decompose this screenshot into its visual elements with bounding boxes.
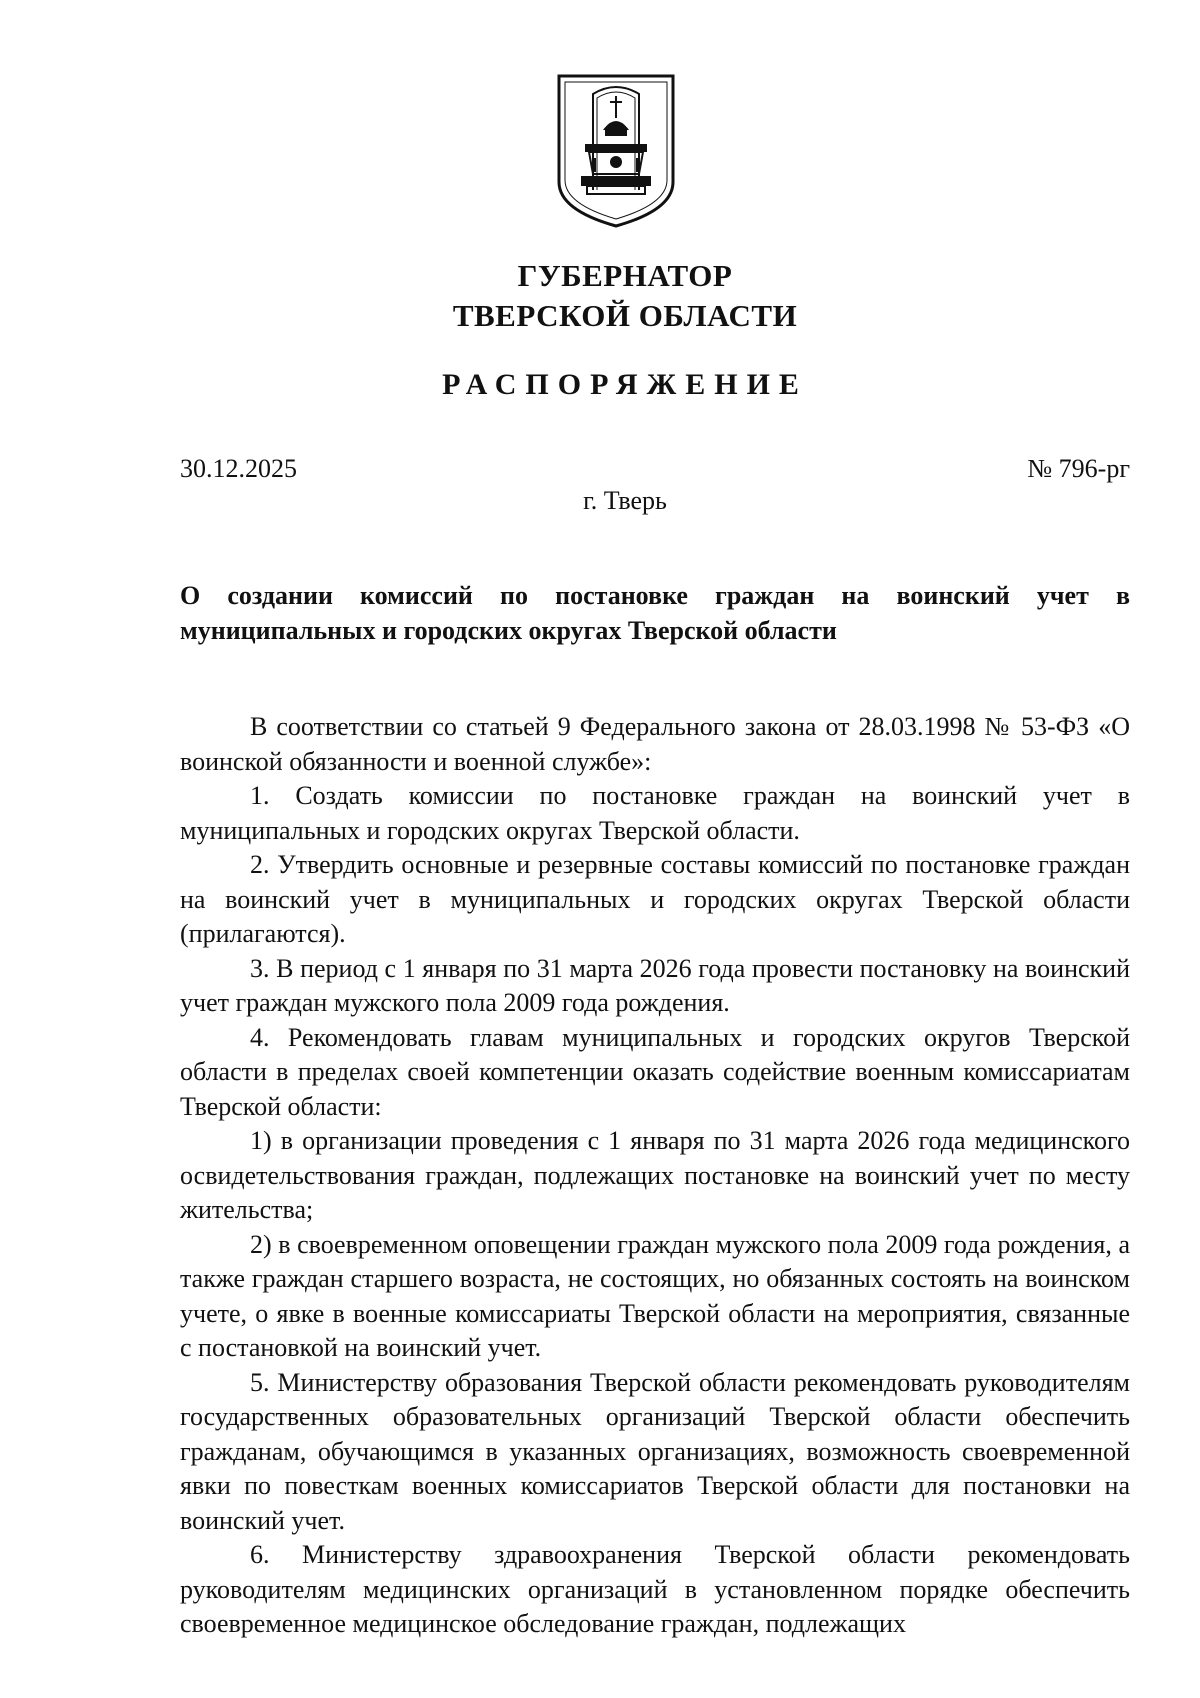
paragraph-item-6: 6. Министерству здравоохранения Тверской области рекомендовать руководителям медицинских организаций в установленном порядке обеспечить своевременное медицинское обследование граждан, подлежащих	[180, 1540, 1130, 1638]
document-city: г. Тверь	[583, 486, 667, 515]
paragraph-item-4-2: 2) в своевременном оповещении граждан мужского пола 2009 года рождения, а также граждан старшего возраста, не состоящих, но обязанных состоять на воинском учете, о явке в военные комиссариаты Тверской области на мероприятия, связанные с постановкой на воинский учет.	[180, 1229, 1130, 1362]
document-body	[180, 710, 1130, 1642]
coat-of-arms-icon	[555, 72, 677, 230]
org-title-line2: ТВЕРСКОЙ ОБЛАСТИ	[452, 298, 798, 333]
document-type: РАСПОРЯЖЕНИЕ	[442, 368, 808, 401]
paragraph-item-4: 4. Рекомендовать главам муниципальных и городских округов Тверской области в пределах своей компетенции оказать содействие военным комиссариатам Тверской области:	[180, 1022, 1130, 1121]
paragraph-item-1: 1. Создать комиссии по постановке граждан на воинский учет в муниципальных и городских округах Тверской области.	[180, 781, 1130, 845]
paragraph-item-5: 5. Министерству образования Тверской области рекомендовать руководителям государственных образовательных организаций Тверской области обеспечить гражданам, обучающимся в указанных организациях, возможность своевременной явки по повесткам военных комиссариатов Тверской области для постановки на воинский учет.	[180, 1367, 1130, 1535]
document-number: № 796-рг	[1027, 454, 1130, 483]
paragraph-item-4-1: 1) в организации проведения с 1 января по 31 марта 2026 года медицинского освидетельствования граждан, подлежащих постановке на воинский учет по месту жительства;	[180, 1126, 1130, 1224]
document-subject: О создании комиссий по постановке граждан на воинский учет в муниципальных и городских округах Тверской области	[180, 581, 1130, 645]
org-title-line1: ГУБЕРНАТОР	[517, 258, 733, 293]
document-date: 30.12.2025	[180, 454, 297, 483]
paragraph-item-3: 3. В период с 1 января по 31 марта 2026 года провести постановку на воинский учет граждан мужского пола 2009 года рождения.	[180, 953, 1130, 1017]
paragraph-preamble: В соответствии со статьей 9 Федерального закона от 28.03.1998 № 53-ФЗ «О воинской обязанности и военной службе»:	[180, 712, 1130, 776]
paragraph-item-2: 2. Утвердить основные и резервные составы комиссий по постановке граждан на воинский учет в муниципальных и городских округах Тверской области (прилагаются).	[180, 850, 1130, 948]
